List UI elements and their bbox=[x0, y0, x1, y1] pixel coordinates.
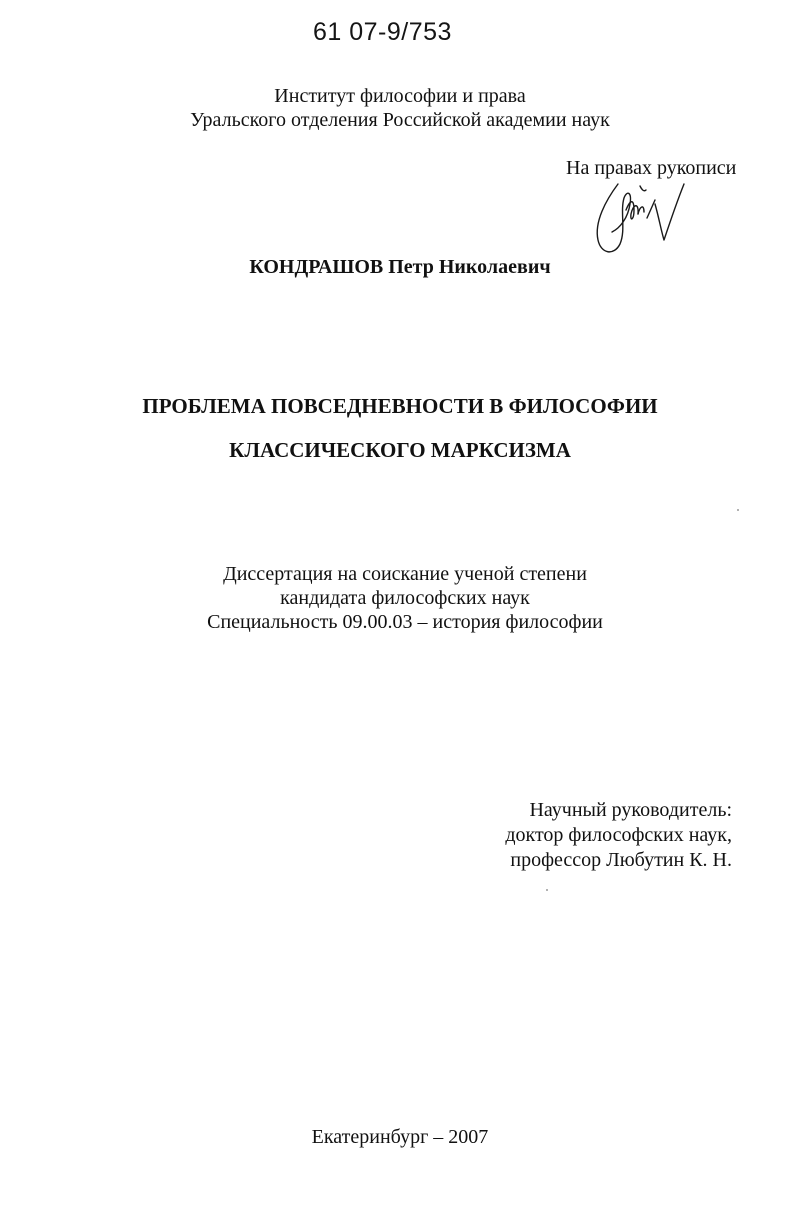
degree-block bbox=[150, 562, 660, 634]
specialty-line: Специальность 09.00.03 – история философии bbox=[207, 611, 603, 633]
degree-line-1: Диссертация на соискание ученой степени bbox=[223, 563, 587, 585]
city-year: Екатеринбург – 2007 bbox=[311, 1126, 489, 1148]
supervisor-degree: доктор философских наук, bbox=[505, 824, 732, 846]
institute-block bbox=[150, 84, 650, 132]
author-name: КОНДРАШОВ Петр Николаевич bbox=[249, 256, 551, 278]
scan-speck bbox=[737, 509, 739, 511]
scan-speck bbox=[546, 889, 548, 891]
title-line-1: ПРОБЛЕМА ПОВСЕДНЕВНОСТИ В ФИЛОСОФИИ bbox=[142, 394, 658, 418]
degree-line-2: кандидата философских наук bbox=[280, 587, 530, 609]
title-line-2: КЛАССИЧЕСКОГО МАРКСИЗМА bbox=[229, 438, 571, 462]
institute-department: Уральского отделения Российской академии наук bbox=[190, 109, 610, 131]
manuscript-note: На правах рукописи bbox=[566, 157, 737, 179]
institute-name: Институт философии и права bbox=[274, 85, 526, 107]
supervisor-label: Научный руководитель: bbox=[529, 799, 732, 821]
supervisor-block bbox=[440, 798, 732, 873]
supervisor-name: профессор Любутин К. Н. bbox=[510, 849, 732, 871]
dissertation-title bbox=[100, 384, 700, 472]
call-number: 61 07-9/753 bbox=[313, 18, 452, 46]
signature-icon bbox=[584, 170, 694, 260]
